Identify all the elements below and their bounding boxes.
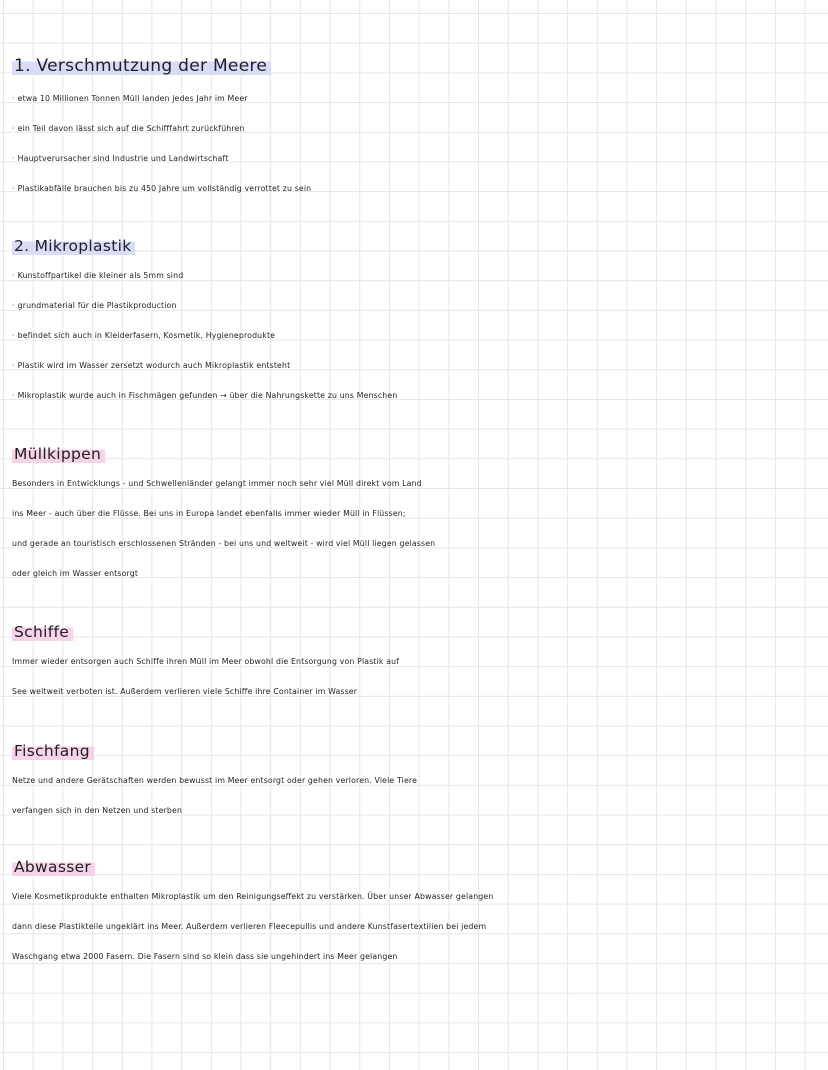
paragraph-line: oder gleich im Wasser entsorgt [12, 569, 139, 578]
section-schiffe [12, 621, 818, 707]
paragraph-line: Waschgang etwa 2000 Fasern. Die Fasern sind so klein dass sie ungehindert ins Meer gelangen [12, 952, 398, 961]
list-item: · ein Teil davon lässt sich auf die Schifffahrt zurückführen [12, 124, 245, 133]
list-item: · Mikroplastik wurde auch in Fischmägen gefunden → über die Nahrungskette zu uns Menschen [12, 391, 398, 400]
paragraph [12, 647, 818, 707]
paragraph-line: dann diese Plastikteile ungeklärt ins Meer. Außerdem verlieren Fleecepullis und andere Kunstfasertextilien bei jedem [12, 922, 487, 931]
bullet-list [12, 261, 818, 411]
bullet-list [12, 84, 818, 204]
list-item: · befindet sich auch in Kleiderfasern, Kosmetik, Hygieneprodukte [12, 331, 276, 340]
paragraph [12, 469, 818, 589]
section-heading: Abwasser [12, 856, 95, 878]
section-verschmutzung [12, 55, 818, 204]
section-fischfang [12, 740, 818, 826]
paragraph-line: Viele Kosmetikprodukte enthalten Mikroplastik um den Reinigungseffekt zu verstärken. Über unser Abwasser gelangen [12, 892, 494, 901]
section-heading: 2. Mikroplastik [12, 235, 135, 257]
list-item: · Plastikabfälle brauchen bis zu 450 Jahre um vollständig verrottet zu sein [12, 184, 312, 193]
paragraph-line: ins Meer - auch über die Flüsse. Bei uns in Europa landet ebenfalls immer wieder Müll in Flüssen; [12, 509, 406, 518]
list-item: · etwa 10 Millionen Tonnen Müll landen jedes Jahr im Meer [12, 94, 248, 103]
paragraph-line: See weltweit verboten ist. Außerdem verlieren viele Schiffe ihre Container im Wasser [12, 687, 358, 696]
list-item: · Kunstoffpartikel die kleiner als 5mm sind [12, 271, 184, 280]
section-abwasser [12, 856, 818, 972]
paragraph-line: Netze und andere Gerätschaften werden bewusst im Meer entsorgt oder gehen verloren. Viele Tiere [12, 776, 418, 785]
paragraph-line: Besonders in Entwicklungs - und Schwellenländer gelangt immer noch sehr viel Müll direkt vom Land [12, 479, 422, 488]
section-heading: Müllkippen [12, 443, 105, 465]
section-muellkippen [12, 443, 818, 589]
section-mikroplastik [12, 235, 818, 411]
section-heading: 1. Verschmutzung der Meere [12, 55, 271, 77]
list-item: · Hauptverursacher sind Industrie und Landwirtschaft [12, 154, 229, 163]
paragraph-line: Immer wieder entsorgen auch Schiffe ihren Müll im Meer obwohl die Entsorgung von Plastik auf [12, 657, 400, 666]
list-item: · Plastik wird im Wasser zersetzt wodurch auch Mikroplastik entsteht [12, 361, 291, 370]
section-heading: Fischfang [12, 740, 94, 762]
paragraph-line: und gerade an touristisch erschlossenen Stränden - bei uns und weltweit - wird viel Müll liegen gelassen [12, 539, 436, 548]
section-heading: Schiffe [12, 621, 73, 643]
paragraph [12, 882, 818, 972]
list-item: · grundmaterial für die Plastikproduction [12, 301, 177, 310]
paragraph-line: verfangen sich in den Netzen und sterben [12, 806, 183, 815]
paragraph [12, 766, 818, 826]
